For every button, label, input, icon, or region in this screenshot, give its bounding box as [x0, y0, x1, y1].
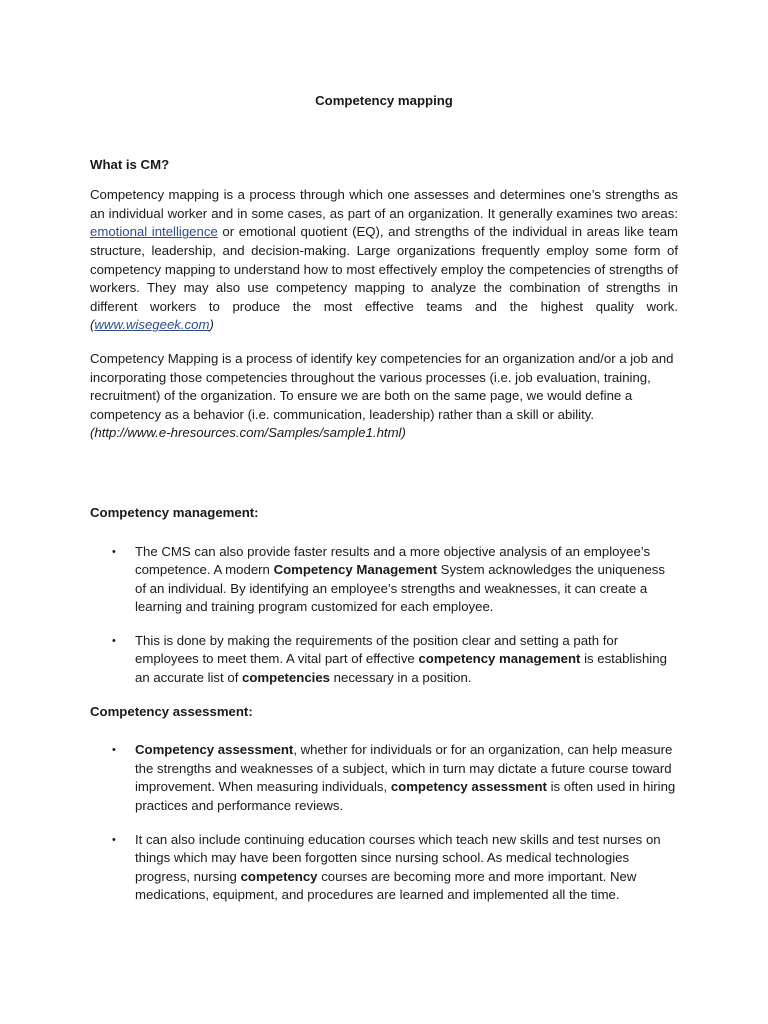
- assessment-bullet-list: [90, 741, 678, 905]
- list-item: [90, 632, 678, 688]
- bullet-icon: •: [112, 634, 116, 647]
- bullet-text: It can also include continuing education courses which teach new skills and test nurses on things which may have been forgotten since nursing school. As medical technologies progress, nursing: [135, 831, 661, 884]
- bullet-text: is establishing an accurate list of: [135, 651, 667, 686]
- bold-term: competency management: [418, 651, 581, 667]
- bullet-text: is often used in hiring practices and performance reviews.: [135, 779, 676, 814]
- wisegeek-source-link[interactable]: www.wisegeek.com: [94, 317, 210, 333]
- bullet-text: The CMS can also provide faster results and a more objective analysis of an employee’s competence. A modern: [135, 543, 651, 578]
- paragraph-text: Competency mapping is a process through which one assesses and determines one’s strengths as an individual worker and in some cases, as part of an organization. It generally examines two areas:: [90, 187, 678, 221]
- page-title: Competency mapping: [315, 93, 453, 108]
- bold-term: competency assessment: [390, 779, 547, 795]
- section-heading-what-is-cm: What is CM?: [90, 156, 170, 172]
- section-spacer: [90, 458, 678, 504]
- bold-term: competencies: [242, 670, 330, 686]
- bullet-text: System acknowledges the uniqueness of an individual. By identifying an employee’s strengths and weaknesses, it can create a learning and training program customized for each employee.: [135, 562, 665, 615]
- emotional-intelligence-link[interactable]: emotional intelligence: [90, 224, 218, 240]
- bullet-text: courses are becoming more and more important. New medications, equipment, and procedures are learned and implemented all the time.: [135, 868, 637, 903]
- bold-term: competency: [240, 868, 318, 884]
- document-page: [90, 92, 678, 920]
- list-item: [90, 741, 678, 815]
- section-heading-competency-assessment: Competency assessment:: [90, 703, 253, 719]
- paragraph-definition: [90, 186, 678, 335]
- bullet-icon: •: [112, 744, 116, 757]
- source-close-paren: ): [209, 317, 214, 333]
- management-bullet-list: [90, 543, 678, 688]
- bold-term: Competency assessment: [135, 742, 294, 758]
- paragraph-competency-mapping: [90, 350, 678, 443]
- bullet-text: necessary in a position.: [330, 670, 472, 686]
- list-item: [90, 543, 678, 617]
- section-heading-competency-management: Competency management:: [90, 504, 259, 520]
- bullet-text: , whether for individuals or for an organization, can help measure the strengths and weaknesses of a subject, which in turn may dictate a future course toward improvement. When measuring individuals,: [135, 742, 673, 795]
- paragraph-text: or emotional quotient (EQ), and strengths of the individual in areas like team structure, leadership, and decision-making. Large organizations frequently employ some form of competency mapping to understand how to most effectively employ the competencies of strengths of workers. They may also use competency mapping to analyze the combination of strengths in different workers to produce the most effective teams and the highest quality work.: [90, 224, 678, 314]
- bullet-text: This is done by making the requirements of the position clear and setting a path for employees to meet them. A vital part of effective: [135, 632, 619, 667]
- bullet-icon: •: [112, 833, 116, 846]
- bold-term: Competency Management: [273, 562, 437, 578]
- e-hresources-source: (http://www.e-hresources.com/Samples/sample1.html): [90, 425, 406, 441]
- source-open-paren: (: [90, 317, 95, 333]
- bullet-icon: •: [112, 545, 116, 558]
- paragraph-text: Competency Mapping is a process of identify key competencies for an organization and/or a job and incorporating those competencies throughout the various processes (i.e. job evaluation, training, recruitment) of the organization. To ensure we are both on the same page, we would define a competency as a behavior (i.e. communication, leadership) rather than a skill or ability.: [90, 350, 674, 422]
- list-item: [90, 831, 678, 905]
